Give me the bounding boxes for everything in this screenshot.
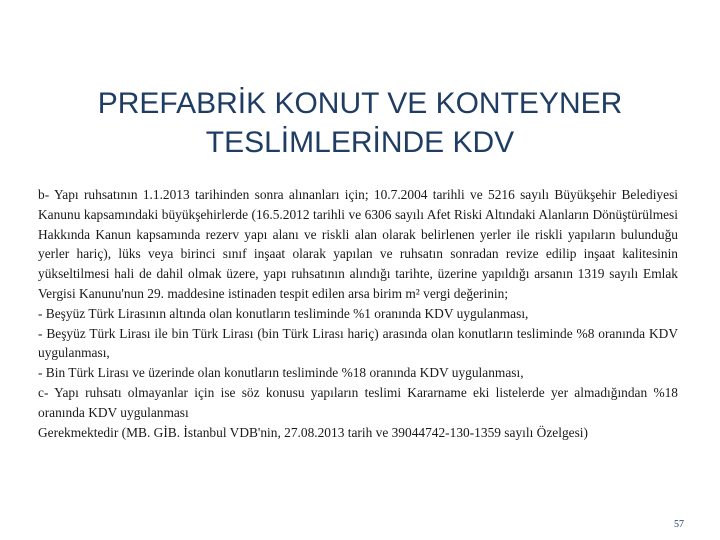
paragraph-b: b- Yapı ruhsatının 1.1.2013 tarihinden sonra alınanları için; 10.7.2004 tarihli ve 5216 sayılı Büyükşehir Belediyesi Kanunu kapsamındaki büyükşehirlerde (16.5.2012 tarihli ve 6306 sayılı Afet Riski Altındaki Alanların Dönüştürülmesi Hakkında Kanun kapsamında rezerv yapı alanı ve riskli alan olarak belirlenen yerler ile riskli yapıların bulunduğu yerler hariç), lüks veya birinci sınıf inşaat olarak yapılan ve ruhsatın sonradan revize edilip inşaat kalitesinin yükseltilmesi hali de dahil olmak üzere, yapı ruhsatının alındığı tarihte, üzerine yapıldığı arsanın 1319 sayılı Emlak Vergisi Kanunu'nun 29. maddesine istinaden tespit edilen arsa birim m² vergi değerinin; — [38, 187, 678, 301]
slide-title — [60, 84, 660, 162]
title-line-1: PREFABRİK KONUT VE KONTEYNER — [97, 87, 623, 120]
reference-paragraph: Gerekmektedir (MB. GİB. İstanbul VDB'nin, 27.08.2013 tarih ve 39044742-130-1359 sayılı Özelgesi) — [38, 424, 588, 440]
bullet-3: - Bin Türk Lirası ve üzerinde olan konutların tesliminde %18 oranında KDV uygulanması, — [38, 365, 524, 381]
title-line-2: TESLİMLERİNDE KDV — [205, 126, 515, 159]
bullet-2: - Beşyüz Türk Lirası ile bin Türk Lirası (bin Türk Lirası hariç) arasında olan konutların tesliminde %8 oranında KDV uygulanması, — [38, 325, 678, 361]
paragraph-c: c- Yapı ruhsatı olmayanlar için ise söz konusu yapıların teslimi Kararname eki listelerde yer almadığından %18 oranında KDV uygulanması — [38, 384, 678, 420]
page-number: 57 — [674, 519, 684, 530]
bullet-1: - Beşyüz Türk Lirasının altında olan konutların tesliminde %1 oranında KDV uygulanması, — [38, 305, 529, 321]
slide-body — [38, 185, 678, 442]
